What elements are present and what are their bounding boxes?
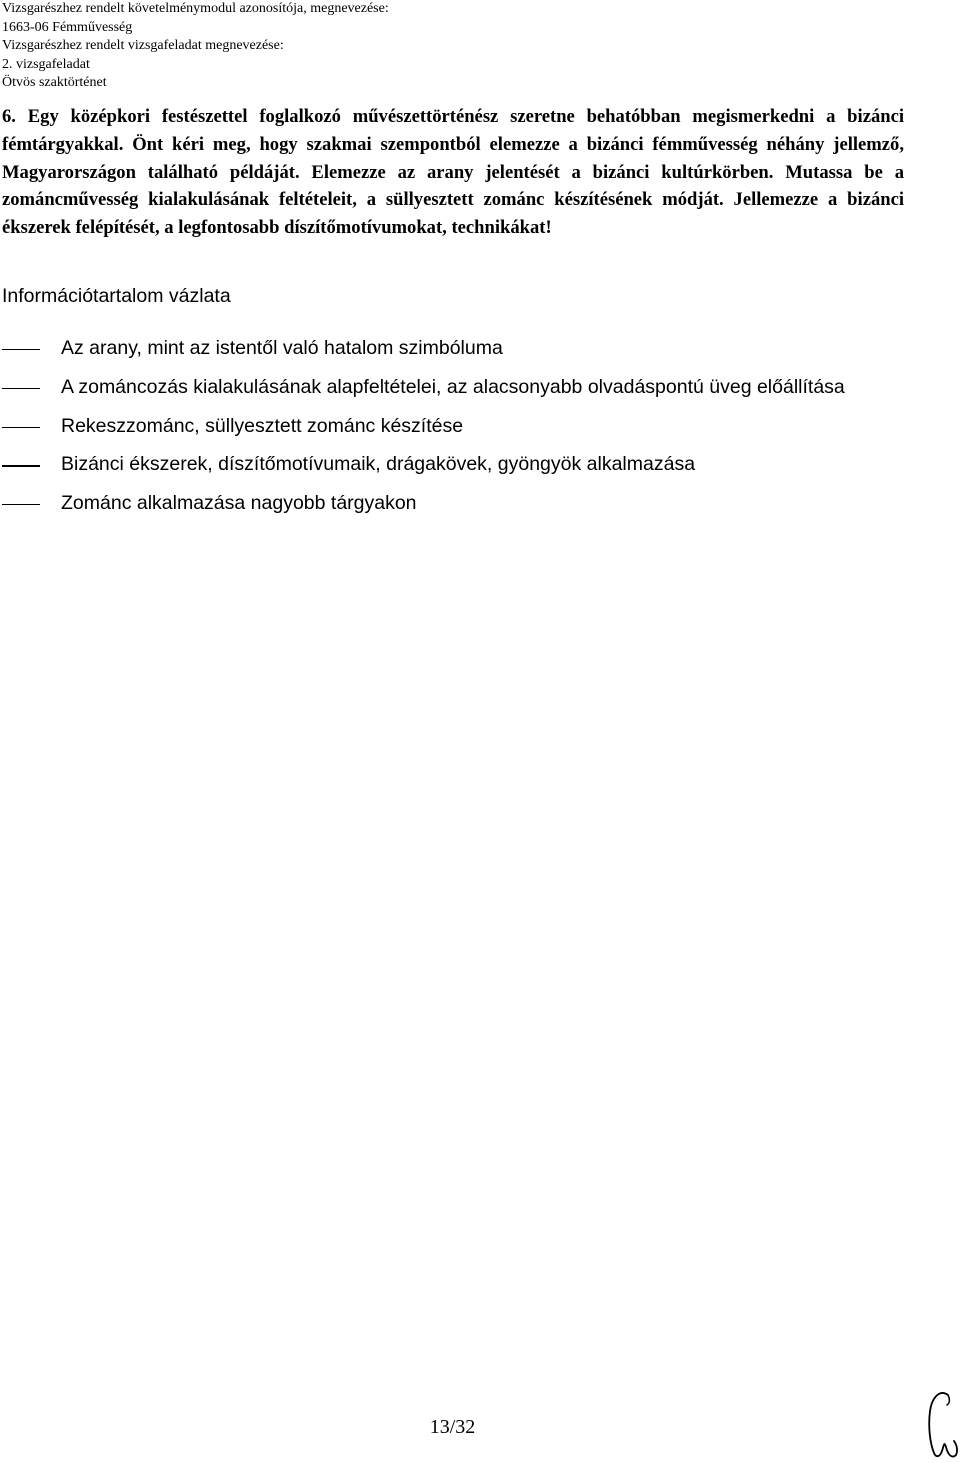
outline-heading: Információtartalom vázlata: [2, 285, 231, 307]
outline-item-text: Rekeszzománc, süllyesztett zománc készítése: [61, 414, 464, 437]
outline-item-text: Bizánci ékszerek, díszítőmotívumaik, drágakövek, gyöngyök alkalmazása: [61, 453, 696, 476]
header-module-name: 1663-06 Fémművesség: [2, 19, 133, 35]
header-task-label: Vizsgarészhez rendelt vizsgafeladat megnevezése:: [2, 38, 284, 53]
task-description: 6. Egy középkori festészettel foglalkozó művészettörténész szeretne behatóbban megismerkedni a bizánci fémtárgyakkal. Önt kéri meg, hogy szakmai szempontból elemezze a bizánci fémművesség néhány jellemző, Magyarországon található példáját. Elemezze az arany jelentését a bizánci kultúrkörben. Mutassa be a zománcművesség kialakulásának feltételeit, a süllyesztett zománc készítésének módját. Jellemezze a bizánci ékszerek felépítését, a legfontosabb díszítőmotívumokat, technikákat!: [2, 106, 904, 239]
handwritten-signature: [920, 1385, 960, 1463]
dash-bullet-icon: [2, 465, 40, 466]
header-task-name: Ötvös szaktörténet: [2, 75, 107, 90]
document-header: [2, 0, 952, 93]
outline-item-text: Zománc alkalmazása nagyobb tárgyakon: [61, 492, 417, 514]
outline-item-text: A zománcozás kialakulásának alapfeltételei, az alacsonyabb olvadáspontú üveg előállítása: [61, 375, 845, 398]
dash-bullet-icon: [2, 388, 40, 389]
outline-item-text: Az arany, mint az istentől való hatalom szimbóluma: [61, 337, 503, 359]
header-task-number: 2. vizsgafeladat: [2, 56, 90, 72]
header-module-label: Vizsgarészhez rendelt követelménymodul azonosítója, megnevezése:: [2, 1, 389, 16]
dash-bullet-icon: [2, 427, 40, 428]
dash-bullet-icon: [2, 504, 40, 505]
dash-bullet-icon: [2, 349, 40, 350]
page-number: 13/32: [429, 1416, 476, 1438]
